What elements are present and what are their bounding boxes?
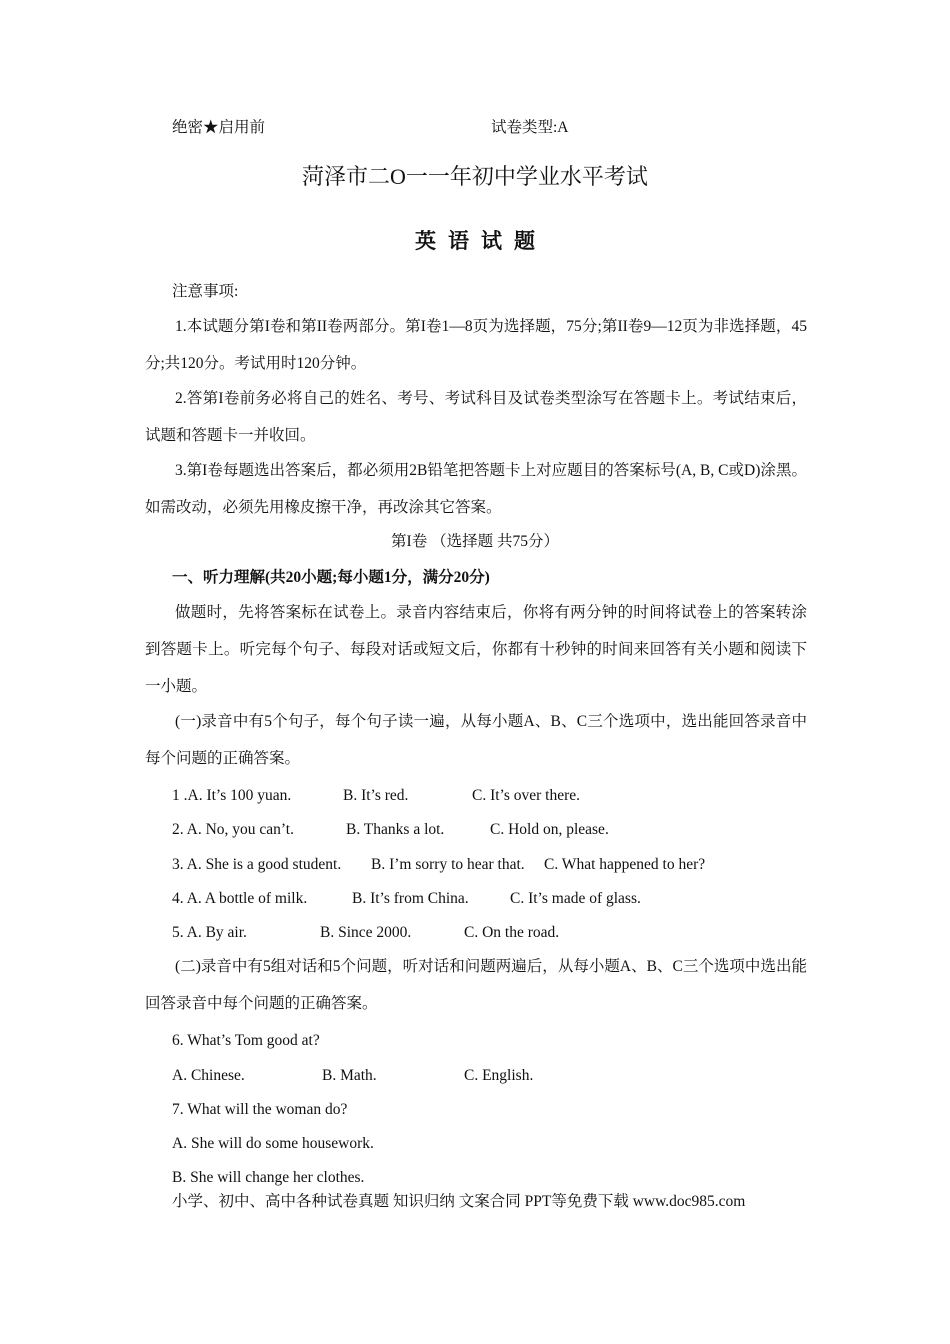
option-b: B. It’s red. — [343, 787, 409, 804]
part1-heading: 第I卷 （选择题 共75分） — [391, 533, 559, 550]
section1-intro: 做题时，先将答案标在试卷上。录音内容结束后，你将有两分钟的时间将试卷上的答案转涂到答题卡上。听完每个句子、每段对话或短文后，你都有十秒钟的时间来回答有关小题和阅读下一小题。 — [145, 604, 807, 695]
option-c: C. Hold on, please. — [490, 821, 609, 838]
option-c: C. English. — [464, 1067, 534, 1084]
exam-title: 菏泽市二O一一年初中学业水平考试 — [302, 164, 648, 189]
question-7-option-a: A. She will do some housework. — [172, 1135, 374, 1152]
section1-sub2: (二)录音中有5组对话和5个问题，听对话和问题两遍后，从每小题A、B、C三个选项中选出能回答录音中每个问题的正确答案。 — [145, 958, 807, 1012]
paper-type-label: 试卷类型:A — [491, 119, 569, 136]
option-b: B. It’s from China. — [352, 890, 469, 907]
exam-subtitle: 英语试题 — [415, 229, 547, 253]
notes-heading: 注意事项: — [172, 283, 239, 300]
section1-heading: 一、听力理解(共20小题;每小题1分，满分20分) — [172, 569, 490, 586]
section1-sub1: (一)录音中有5个句子，每个句子读一遍，从每小题A、B、C三个选项中，选出能回答录音中每个问题的正确答案。 — [145, 713, 807, 767]
option-c: C. It’s over there. — [472, 787, 581, 804]
option-b: B. Since 2000. — [320, 924, 412, 941]
option-a: 3. A. She is a good student. — [172, 856, 342, 873]
note-3: 3.第I卷每题选出答案后，都必须用2B铅笔把答题卡上对应题目的答案标号(A, B, C或D)涂黑。如需改动，必须先用橡皮擦干净，再改涂其它答案。 — [145, 462, 807, 516]
secret-label: 绝密★启用前 — [172, 119, 266, 136]
option-c: C. On the road. — [464, 924, 560, 941]
option-a: 1 .A. It’s 100 yuan. — [172, 787, 292, 804]
option-a: 2. A. No, you can’t. — [172, 821, 294, 838]
option-b: B. Thanks a lot. — [346, 821, 445, 838]
option-b: B. I’m sorry to hear that. — [371, 856, 525, 873]
option-a: 5. A. By air. — [172, 924, 247, 941]
note-1: 1.本试题分第I卷和第II卷两部分。第I卷1—8页为选择题，75分;第II卷9—12页为非选择题，45分;共120分。考试用时120分钟。 — [145, 318, 807, 372]
option-c: C. It’s made of glass. — [510, 890, 641, 907]
option-c: C. What happened to her? — [544, 856, 706, 873]
question-7-stem: 7. What will the woman do? — [172, 1101, 348, 1118]
option-a: A. Chinese. — [172, 1067, 245, 1084]
question-7-option-b: B. She will change her clothes. — [172, 1169, 365, 1186]
page-footer: 小学、初中、高中各种试卷真题 知识归纳 文案合同 PPT等免费下载 www.doc985.com — [172, 1193, 746, 1210]
option-a: 4. A. A bottle of milk. — [172, 890, 308, 907]
question-6-stem: 6. What’s Tom good at? — [172, 1032, 320, 1049]
option-b: B. Math. — [322, 1067, 377, 1084]
note-2: 2.答第I卷前务必将自己的姓名、考号、考试科目及试卷类型涂写在答题卡上。考试结束后，试题和答题卡一并收回。 — [145, 390, 807, 444]
